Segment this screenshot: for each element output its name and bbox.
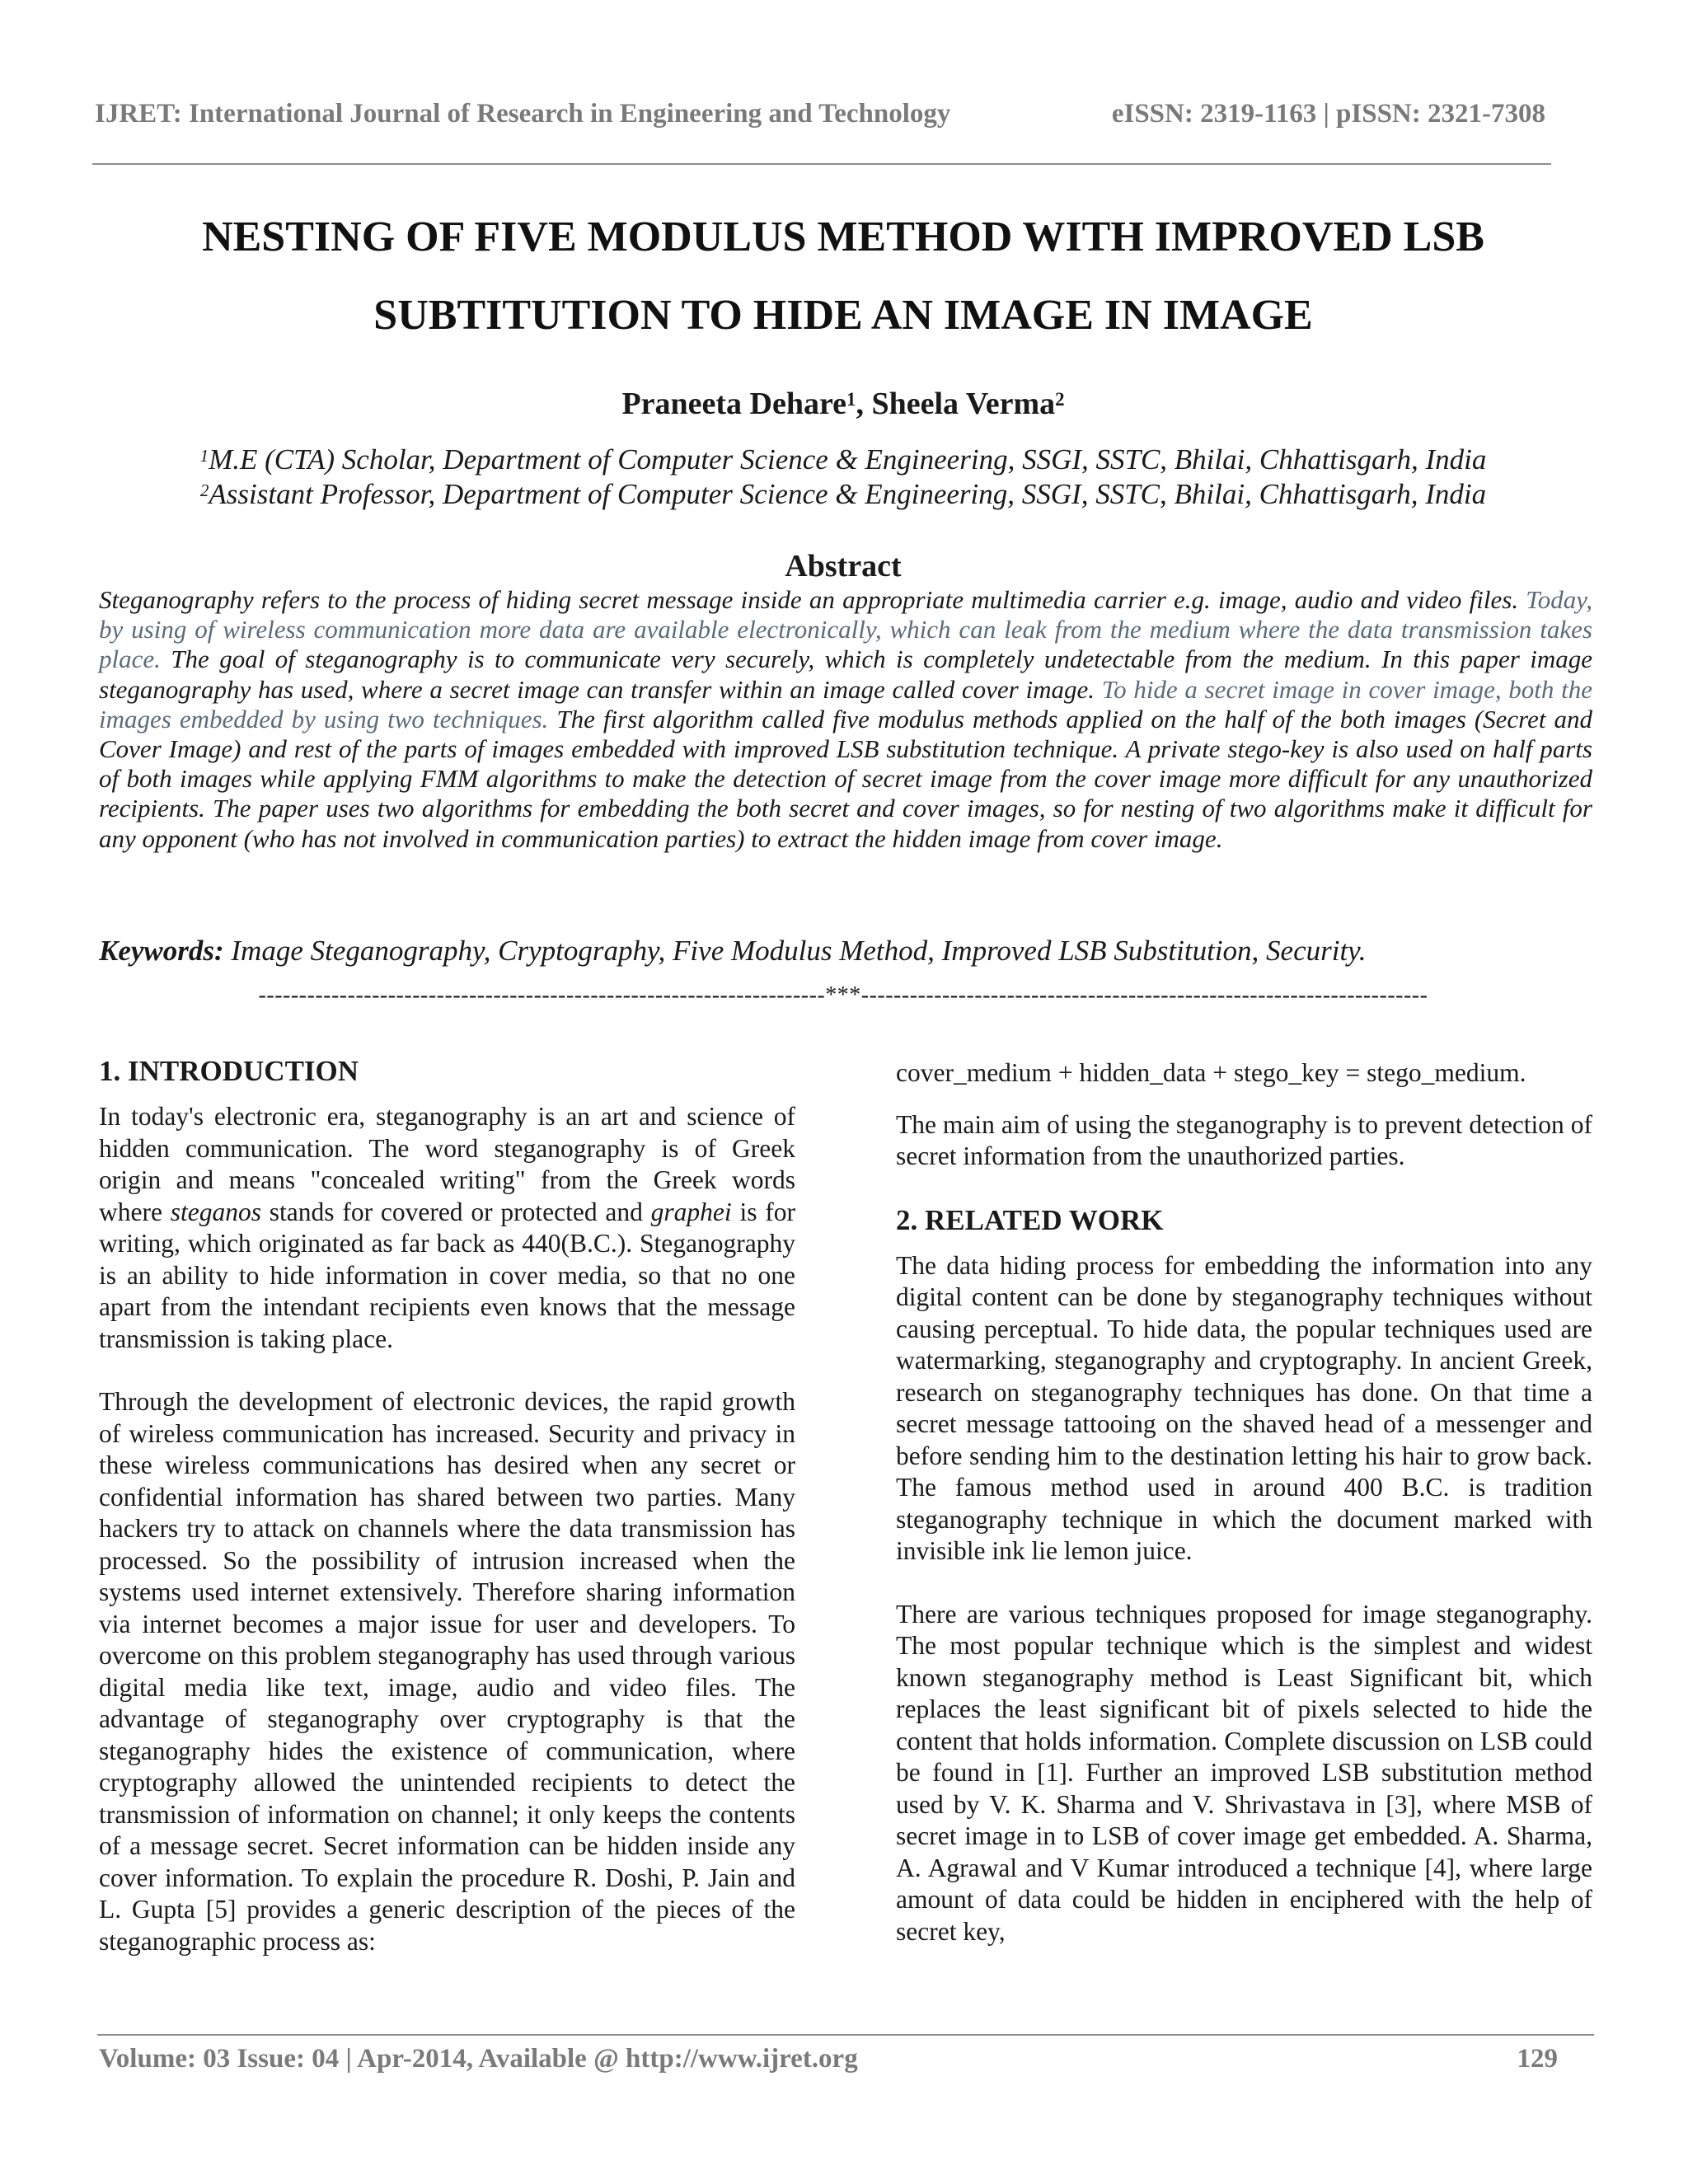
author-separator: , — [856, 387, 872, 421]
stego-formula: cover_medium + hidden_data + stego_key = stego_medium. — [896, 1058, 1526, 1087]
intro-paragraph-1 — [99, 1101, 795, 1355]
abstract-part-2: Today, by using of wireless communication more data are available electronically, which can leak from the medium where the data transmission takes place. — [99, 585, 1592, 674]
author-2: Sheela Verma — [871, 387, 1056, 421]
title-line-2: SUBTITUTION TO HIDE AN IMAGE IN IMAGE — [373, 292, 1313, 339]
left-column — [99, 1055, 795, 1989]
keywords-text: Image Steganography, Cryptography, Five Modulus Method, Improved LSB Substitution, Security. — [223, 935, 1367, 967]
volume-info: Volume: 03 Issue: 04 | Apr-2014, Available @ http://www.ijret.org — [99, 2044, 858, 2074]
affiliation-1-text: M.E (CTA) Scholar, Department of Computer Science & Engineering, SSGI, SSTC, Bhilai, Chhattisgarh, India — [209, 443, 1487, 476]
abstract-part-5: The first algorithm called five modulus methods applied on the half of the both images (Secret and Cover Image) and rest of the parts of images embedded with improved LSB substitution technique. A private stego-key is also used on half parts of both images while applying FMM algorithms to make the detection of secret image from the cover image more difficult for any unauthorized recipients. The paper uses two algorithms for embedding the both secret and cover images, so for nesting of two algorithms make it difficult for any opponent (who has not involved in communication parties) to extract the hidden image from cover image. — [99, 704, 1592, 853]
affiliation-1-mark: 1 — [199, 445, 209, 466]
affiliation-2 — [92, 478, 1594, 511]
running-footer — [99, 2044, 1558, 2074]
term-graphei: graphei — [650, 1197, 732, 1226]
affiliation-1 — [92, 443, 1594, 476]
related-work-heading: 2. RELATED WORK — [896, 1203, 1164, 1236]
keywords — [99, 935, 1592, 968]
affiliation-2-mark: 2 — [199, 480, 209, 500]
abstract-part-3: The goal of steganography is to communicate very securely, which is completely undetectable from the medium. In this paper image steganography has used, where a secret image can transfer within an image called cover image. — [99, 644, 1592, 704]
section-separator: ----------------------------------------------------------------------***---------------------------------------------------------------------- — [258, 982, 1428, 1008]
related-paragraph-2: There are various techniques proposed for image steganography. The most popular technique which is the simplest and widest known steganography method is Least Significant bit, which replaces the least significant bit of pixels selected to hide the content that holds information. Complete discussion on LSB could be found in [1]. Further an improved LSB substitution method used by V. K. Sharma and V. Shrivastava in [3], where MSB of secret image in to LSB of cover image get embedded. A. Sharma, A. Agrawal and V Kumar introduced a technique [4], where large amount of data could be hidden in enciphered with the help of secret key, — [896, 1599, 1592, 1946]
keywords-label: Keywords: — [99, 935, 224, 967]
issn: eISSN: 2319-1163 | pISSN: 2321-7308 — [1111, 99, 1545, 129]
abstract-part-1: Steganography refers to the process of hiding secret message inside an appropriate multimedia carrier e.g. image, audio and video files. — [99, 585, 1526, 614]
affiliation-2-text: Assistant Professor, Department of Computer Science & Engineering, SSGI, SSTC, Bhilai, Chhattisgarh, India — [209, 478, 1487, 510]
abstract-body — [99, 585, 1592, 854]
footer-rule — [97, 2034, 1594, 2036]
abstract-heading: Abstract — [785, 549, 902, 583]
author-1-mark: 1 — [846, 388, 856, 410]
header-rule — [92, 163, 1551, 165]
title-line-1: NESTING OF FIVE MODULUS METHOD WITH IMPROVED LSB — [202, 213, 1484, 260]
author-2-mark: 2 — [1055, 388, 1065, 410]
intro-paragraph-2: Through the development of electronic devices, the rapid growth of wireless communication has increased. Security and privacy in these wireless communications has desired when any secret or confidential information has shared between two parties. Many hackers try to attack on channels where the data transmission has processed. So the possibility of intrusion increased when the systems used internet extensively. Therefore sharing information via internet becomes a major issue for user and developers. To overcome on this problem steganography has used through various digital media like text, image, audio and video files. The advantage of steganography over cryptography is that the steganography hides the existence of communication, where cryptography allowed the unintended recipients to detect the transmission of information on channel; it only keeps the contents of a message secret. Secret information can be hidden inside any cover information. To explain the procedure R. Doshi, P. Jain and L. Gupta [5] provides a generic description of the pieces of the steganographic process as: — [99, 1387, 795, 1956]
intro-p1-a: In today's electronic era, steganography is an art and science of hidden communication. The word steganography is of Greek origin and means "concealed writing" from the Greek words where — [99, 1102, 795, 1226]
author-1: Praneeta Dehare — [621, 387, 847, 421]
intro-heading: 1. INTRODUCTION — [99, 1055, 359, 1087]
aim-paragraph: The main aim of using the steganography is to prevent detection of secret information from the unauthorized parties. — [896, 1109, 1592, 1170]
intro-p1-c: is for writing, which originated as far back as 440(B.C.). Steganography is an ability to hide information in cover media, so that no one apart from the intendant recipients even knows that the message transmission is taking place. — [99, 1197, 795, 1353]
running-header — [95, 99, 1545, 129]
related-paragraph-1: The data hiding process for embedding the information into any digital content can be done by steganography techniques without causing perceptual. To hide data, the popular techniques used are watermarking, steganography and cryptography. In ancient Greek, research on steganography techniques has done. On that time a secret message tattooing on the shaved head of a messenger and before sending him to the destination letting his hair to grow back. The famous method used in around 400 B.C. is tradition steganography technique in which the document marked with invisible ink lie lemon juice. — [896, 1250, 1592, 1565]
intro-p1-b: stands for covered or protected and — [261, 1197, 651, 1226]
abstract-part-4: To hide a secret image in cover image, both the images embedded by using two techniques. — [99, 674, 1592, 733]
paper-title — [92, 198, 1594, 354]
right-column — [896, 1057, 1592, 1979]
authors — [92, 386, 1594, 422]
journal-name: IJRET: International Journal of Research in Engineering and Technology — [95, 99, 951, 129]
term-steganos: steganos — [170, 1197, 261, 1226]
page-number: 129 — [1517, 2044, 1558, 2074]
